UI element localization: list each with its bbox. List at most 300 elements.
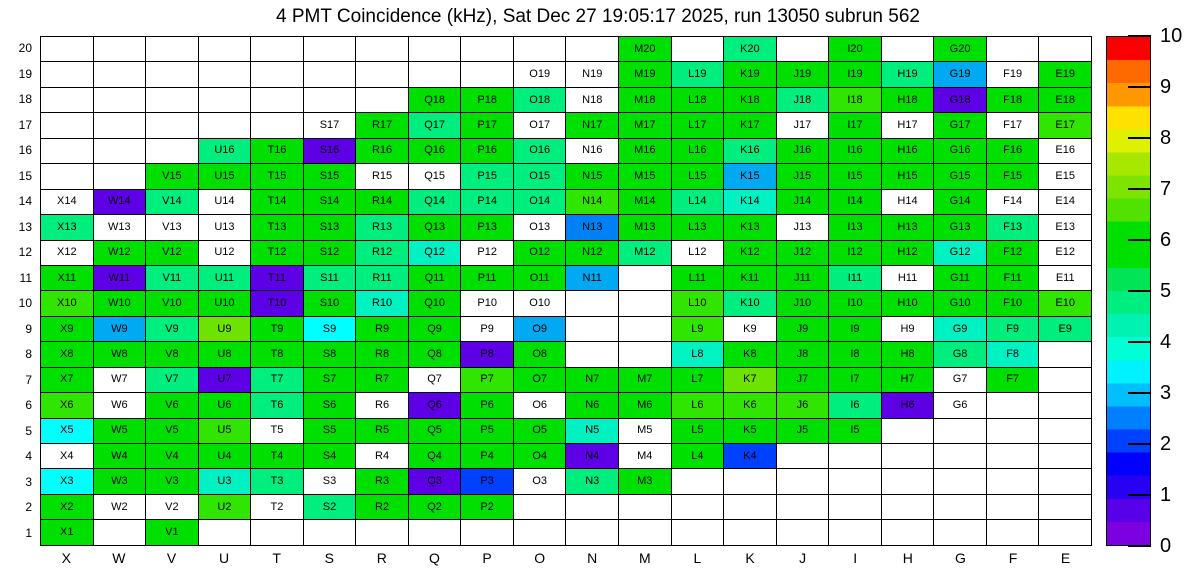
cell-G8: G8: [934, 342, 987, 367]
cell-V6: V6: [146, 393, 199, 418]
cell-R1: [356, 520, 409, 546]
cell-G20: G20: [934, 37, 987, 62]
col-labels: [40, 550, 1092, 568]
cell-H7: H7: [881, 367, 934, 392]
cell-W19: [93, 62, 146, 87]
cell-K5: K5: [724, 418, 777, 443]
cell-P8: P8: [461, 342, 514, 367]
cell-I2: [829, 494, 882, 519]
cell-R13: R13: [356, 215, 409, 240]
cell-F10: F10: [986, 291, 1039, 316]
cell-R9: R9: [356, 316, 409, 341]
cell-T16: T16: [251, 138, 304, 163]
cell-E16: E16: [1039, 138, 1092, 163]
cell-T19: [251, 62, 304, 87]
cell-W8: W8: [93, 342, 146, 367]
cell-O13: O13: [513, 215, 566, 240]
cell-R14: R14: [356, 189, 409, 214]
cell-L11: L11: [671, 265, 724, 290]
cell-L4: L4: [671, 444, 724, 469]
cell-K10: K10: [724, 291, 777, 316]
cell-T3: T3: [251, 469, 304, 494]
heatmap-row-20: [41, 37, 1092, 62]
cell-W17: [93, 113, 146, 138]
cell-S11: S11: [303, 265, 356, 290]
cell-U4: U4: [198, 444, 251, 469]
cell-N4: N4: [566, 444, 619, 469]
heatmap-row-6: [41, 393, 1092, 418]
cell-P6: P6: [461, 393, 514, 418]
cell-E6: [1039, 393, 1092, 418]
cell-L7: L7: [671, 367, 724, 392]
row-label-18: 18: [18, 92, 32, 106]
row-label-10: 10: [18, 296, 32, 310]
cell-T1: [251, 520, 304, 546]
cell-E12: E12: [1039, 240, 1092, 265]
cell-L12: L12: [671, 240, 724, 265]
cell-O5: O5: [513, 418, 566, 443]
cell-T11: T11: [251, 265, 304, 290]
cell-G14: G14: [934, 189, 987, 214]
col-label-W: W: [112, 550, 126, 566]
cell-K11: K11: [724, 265, 777, 290]
cell-X8: X8: [41, 342, 94, 367]
cell-G11: G11: [934, 265, 987, 290]
cell-F14: F14: [986, 189, 1039, 214]
cell-G10: G10: [934, 291, 987, 316]
row-label-19: 19: [18, 66, 32, 81]
cell-H3: [881, 469, 934, 494]
col-label-Q: Q: [429, 550, 440, 566]
col-label-X: X: [61, 550, 71, 566]
row-label-9: 9: [25, 321, 32, 336]
cell-N15: N15: [566, 164, 619, 189]
cell-I1: [829, 520, 882, 546]
cell-P20: [461, 37, 514, 62]
cell-J2: [776, 494, 829, 519]
cell-N20: [566, 37, 619, 62]
cell-Q6: Q6: [408, 393, 461, 418]
cell-W2: W2: [93, 494, 146, 519]
cell-K8: K8: [724, 342, 777, 367]
cell-M10: [619, 291, 672, 316]
cell-V17: [146, 113, 199, 138]
cell-P18: P18: [461, 87, 514, 112]
cell-O19: O19: [513, 62, 566, 87]
cell-K14: K14: [724, 189, 777, 214]
cell-N5: N5: [566, 418, 619, 443]
cell-X13: X13: [41, 215, 94, 240]
cell-Q2: Q2: [408, 494, 461, 519]
cell-W4: W4: [93, 444, 146, 469]
cell-U13: U13: [198, 215, 251, 240]
colorbar-tick-label-0: 0: [1160, 535, 1172, 557]
cell-J18: J18: [776, 87, 829, 112]
heatmap-row-7: [41, 367, 1092, 392]
cell-L6: L6: [671, 393, 724, 418]
cell-N17: N17: [566, 113, 619, 138]
cell-L17: L17: [671, 113, 724, 138]
cell-M2: [619, 494, 672, 519]
row-label-13: 13: [18, 219, 32, 234]
cell-I10: I10: [829, 291, 882, 316]
col-label-F: F: [1008, 550, 1018, 566]
cell-T5: T5: [251, 418, 304, 443]
heatmap-row-3: [41, 469, 1092, 494]
cell-N6: N6: [566, 393, 619, 418]
cell-U15: U15: [198, 164, 251, 189]
cell-O9: O9: [513, 316, 566, 341]
cell-U2: U2: [198, 494, 251, 519]
cell-F18: F18: [986, 87, 1039, 112]
cell-M15: M15: [619, 164, 672, 189]
cell-W16: [93, 138, 146, 163]
colorbar-tick-4: [1128, 341, 1151, 343]
cell-E19: E19: [1039, 62, 1092, 87]
colorbar-tick-5: [1128, 290, 1151, 292]
cell-G15: G15: [934, 164, 987, 189]
cell-U19: [198, 62, 251, 87]
cell-W6: W6: [93, 393, 146, 418]
row-label-6: 6: [25, 398, 32, 412]
cell-H20: [881, 37, 934, 62]
cell-V7: V7: [146, 367, 199, 392]
cell-K16: K16: [724, 138, 777, 163]
colorbar-tick-8: [1128, 137, 1151, 139]
cell-M13: M13: [619, 215, 672, 240]
page-title: 4 PMT Coincidence (kHz), Sat Dec 27 19:05:17 2025, run 13050 subrun 562: [276, 6, 920, 27]
cell-L10: L10: [671, 291, 724, 316]
cell-N14: N14: [566, 189, 619, 214]
col-label-J: J: [799, 550, 807, 566]
plot-area: [40, 36, 1092, 546]
cell-Q18: Q18: [408, 87, 461, 112]
col-label-G: G: [954, 550, 966, 566]
row-label-5: 5: [25, 423, 32, 438]
cell-P9: P9: [461, 316, 514, 341]
cell-K18: K18: [724, 87, 777, 112]
cell-W1: [93, 520, 146, 546]
cell-U6: U6: [198, 393, 251, 418]
cell-J12: J12: [776, 240, 829, 265]
cell-V14: V14: [146, 189, 199, 214]
cell-T7: T7: [251, 367, 304, 392]
cell-J8: J8: [776, 342, 829, 367]
cell-J7: J7: [776, 367, 829, 392]
cell-V1: V1: [146, 520, 199, 546]
row-label-11: 11: [19, 270, 32, 285]
heatmap-row-18: [41, 87, 1092, 112]
cell-H8: H8: [881, 342, 934, 367]
cell-M19: M19: [619, 62, 672, 87]
heatmap-row-19: [41, 62, 1092, 87]
cell-T14: T14: [251, 189, 304, 214]
cell-G12: G12: [934, 240, 987, 265]
cell-K1: [724, 520, 777, 546]
cell-W3: W3: [93, 469, 146, 494]
cell-S5: S5: [303, 418, 356, 443]
cell-R3: R3: [356, 469, 409, 494]
cell-L14: L14: [671, 189, 724, 214]
cell-X11: X11: [41, 265, 94, 290]
cell-L15: L15: [671, 164, 724, 189]
cell-N9: [566, 316, 619, 341]
cell-S13: S13: [303, 215, 356, 240]
cell-P4: P4: [461, 444, 514, 469]
cell-S15: S15: [303, 164, 356, 189]
cell-H1: [881, 520, 934, 546]
colorbar-tick-label-5: 5: [1160, 280, 1172, 302]
cell-X3: X3: [41, 469, 94, 494]
cell-F17: F17: [986, 113, 1039, 138]
colorbar-tick-6: [1128, 239, 1151, 241]
cell-O7: O7: [513, 367, 566, 392]
cell-M17: M17: [619, 113, 672, 138]
colorbar-tick-label-9: 9: [1160, 76, 1172, 98]
cell-I16: I16: [829, 138, 882, 163]
row-label-20: 20: [18, 41, 32, 55]
cell-U12: U12: [198, 240, 251, 265]
cell-I18: I18: [829, 87, 882, 112]
cell-K15: K15: [724, 164, 777, 189]
heatmap-row-17: [41, 113, 1092, 138]
cell-U16: U16: [198, 138, 251, 163]
cell-F19: F19: [986, 62, 1039, 87]
cell-Q9: Q9: [408, 316, 461, 341]
cell-U1: [198, 520, 251, 546]
cell-V4: V4: [146, 444, 199, 469]
cell-R5: R5: [356, 418, 409, 443]
cell-U20: [198, 37, 251, 62]
cell-K3: [724, 469, 777, 494]
cell-J10: J10: [776, 291, 829, 316]
cell-F16: F16: [986, 138, 1039, 163]
cell-X10: X10: [41, 291, 94, 316]
cell-V19: [146, 62, 199, 87]
cell-K2: [724, 494, 777, 519]
cell-I5: I5: [829, 418, 882, 443]
cell-O10: O10: [513, 291, 566, 316]
cell-O4: O4: [513, 444, 566, 469]
col-label-N: N: [587, 550, 598, 566]
cell-H4: [881, 444, 934, 469]
cell-F12: F12: [986, 240, 1039, 265]
cell-U3: U3: [198, 469, 251, 494]
cell-F9: F9: [986, 316, 1039, 341]
colorbar-tick-7: [1128, 188, 1151, 190]
cell-H10: H10: [881, 291, 934, 316]
cell-X15: [41, 164, 94, 189]
cell-K12: K12: [724, 240, 777, 265]
cell-Q16: Q16: [408, 138, 461, 163]
cell-M7: M7: [619, 367, 672, 392]
cell-E4: [1039, 444, 1092, 469]
cell-I11: I11: [829, 265, 882, 290]
cell-X14: X14: [41, 189, 94, 214]
col-label-P: P: [482, 550, 492, 566]
cell-R18: [356, 87, 409, 112]
cell-Q13: Q13: [408, 215, 461, 240]
cell-X9: X9: [41, 316, 94, 341]
cell-W14: W14: [93, 189, 146, 214]
cell-V11: V11: [146, 265, 199, 290]
cell-E1: [1039, 520, 1092, 546]
cell-Q5: Q5: [408, 418, 461, 443]
cell-M18: M18: [619, 87, 672, 112]
cell-S4: S4: [303, 444, 356, 469]
col-label-T: T: [272, 550, 281, 566]
cell-S6: S6: [303, 393, 356, 418]
cell-G17: G17: [934, 113, 987, 138]
row-label-15: 15: [18, 168, 32, 183]
cell-V18: [146, 87, 199, 112]
cell-T4: T4: [251, 444, 304, 469]
cell-F8: F8: [986, 342, 1039, 367]
cell-I14: I14: [829, 189, 882, 214]
cell-M12: M12: [619, 240, 672, 265]
cell-L1: [671, 520, 724, 546]
cell-I8: I8: [829, 342, 882, 367]
cell-P2: P2: [461, 494, 514, 519]
cell-P14: P14: [461, 189, 514, 214]
cell-X1: X1: [41, 520, 94, 546]
cell-X4: X4: [41, 444, 94, 469]
cell-Q7: Q7: [408, 367, 461, 392]
cell-Q3: Q3: [408, 469, 461, 494]
cell-R20: [356, 37, 409, 62]
colorbar-tick-1: [1128, 494, 1151, 496]
cell-P1: [461, 520, 514, 546]
cell-J15: J15: [776, 164, 829, 189]
cell-H16: H16: [881, 138, 934, 163]
cell-O1: [513, 520, 566, 546]
cell-M9: [619, 316, 672, 341]
cell-O18: O18: [513, 87, 566, 112]
cell-F5: [986, 418, 1039, 443]
cell-W12: W12: [93, 240, 146, 265]
cell-H18: H18: [881, 87, 934, 112]
cell-J6: J6: [776, 393, 829, 418]
row-label-8: 8: [25, 347, 32, 361]
cell-S10: S10: [303, 291, 356, 316]
cell-Q19: [408, 62, 461, 87]
row-label-1: 1: [25, 525, 32, 540]
cell-T9: T9: [251, 316, 304, 341]
row-label-16: 16: [18, 143, 32, 157]
cell-O8: O8: [513, 342, 566, 367]
cell-U17: [198, 113, 251, 138]
cell-G13: G13: [934, 215, 987, 240]
cell-I13: I13: [829, 215, 882, 240]
cell-F4: [986, 444, 1039, 469]
cell-V3: V3: [146, 469, 199, 494]
cell-I7: I7: [829, 367, 882, 392]
cell-Q1: [408, 520, 461, 546]
cell-G5: [934, 418, 987, 443]
cell-N2: [566, 494, 619, 519]
cell-M3: M3: [619, 469, 672, 494]
cell-M6: M6: [619, 393, 672, 418]
cell-N10: [566, 291, 619, 316]
col-label-O: O: [534, 550, 546, 566]
cell-S12: S12: [303, 240, 356, 265]
cell-P16: P16: [461, 138, 514, 163]
col-label-M: M: [638, 550, 651, 566]
cell-Q17: Q17: [408, 113, 461, 138]
cell-Q20: [408, 37, 461, 62]
cell-W20: [93, 37, 146, 62]
heatmap-row-14: [41, 189, 1092, 214]
colorbar-tick-label-8: 8: [1160, 127, 1172, 149]
colorbar-tick-label-2: 2: [1160, 433, 1172, 455]
cell-S20: [303, 37, 356, 62]
cell-R6: R6: [356, 393, 409, 418]
cell-U7: U7: [198, 367, 251, 392]
cell-X12: X12: [41, 240, 94, 265]
heatmap-row-4: [41, 444, 1092, 469]
cell-H14: H14: [881, 189, 934, 214]
cell-R15: R15: [356, 164, 409, 189]
cell-K17: K17: [724, 113, 777, 138]
cell-R4: R4: [356, 444, 409, 469]
cell-N3: N3: [566, 469, 619, 494]
colorbar-tick-0: [1128, 545, 1151, 547]
cell-E11: E11: [1039, 265, 1092, 290]
cell-M20: M20: [619, 37, 672, 62]
heatmap-row-11: [41, 265, 1092, 290]
heatmap-row-2: [41, 494, 1092, 519]
cell-Q12: Q12: [408, 240, 461, 265]
cell-P15: P15: [461, 164, 514, 189]
col-label-U: U: [219, 550, 230, 566]
cell-W5: W5: [93, 418, 146, 443]
cell-U18: [198, 87, 251, 112]
cell-R8: R8: [356, 342, 409, 367]
cell-E13: E13: [1039, 215, 1092, 240]
cell-E20: [1039, 37, 1092, 62]
colorbar-tick-label-1: 1: [1160, 484, 1172, 506]
cell-O3: O3: [513, 469, 566, 494]
cell-H6: H6: [881, 393, 934, 418]
cell-N8: [566, 342, 619, 367]
cell-J1: [776, 520, 829, 546]
cell-G4: [934, 444, 987, 469]
cell-G18: G18: [934, 87, 987, 112]
cell-O17: O17: [513, 113, 566, 138]
cell-G2: [934, 494, 987, 519]
col-label-H: H: [902, 550, 913, 566]
cell-V5: V5: [146, 418, 199, 443]
cell-E10: E10: [1039, 291, 1092, 316]
cell-I20: I20: [829, 37, 882, 62]
heatmap-body: [41, 37, 1092, 546]
cell-L13: L13: [671, 215, 724, 240]
cell-O2: [513, 494, 566, 519]
cell-P17: P17: [461, 113, 514, 138]
cell-N16: N16: [566, 138, 619, 163]
cell-X19: [41, 62, 94, 87]
cell-K4: K4: [724, 444, 777, 469]
heatmap-row-12: [41, 240, 1092, 265]
cell-F2: [986, 494, 1039, 519]
cell-U5: U5: [198, 418, 251, 443]
cell-O15: O15: [513, 164, 566, 189]
cell-G9: G9: [934, 316, 987, 341]
cell-S14: S14: [303, 189, 356, 214]
cell-F3: [986, 469, 1039, 494]
cell-E15: E15: [1039, 164, 1092, 189]
cell-N12: N12: [566, 240, 619, 265]
